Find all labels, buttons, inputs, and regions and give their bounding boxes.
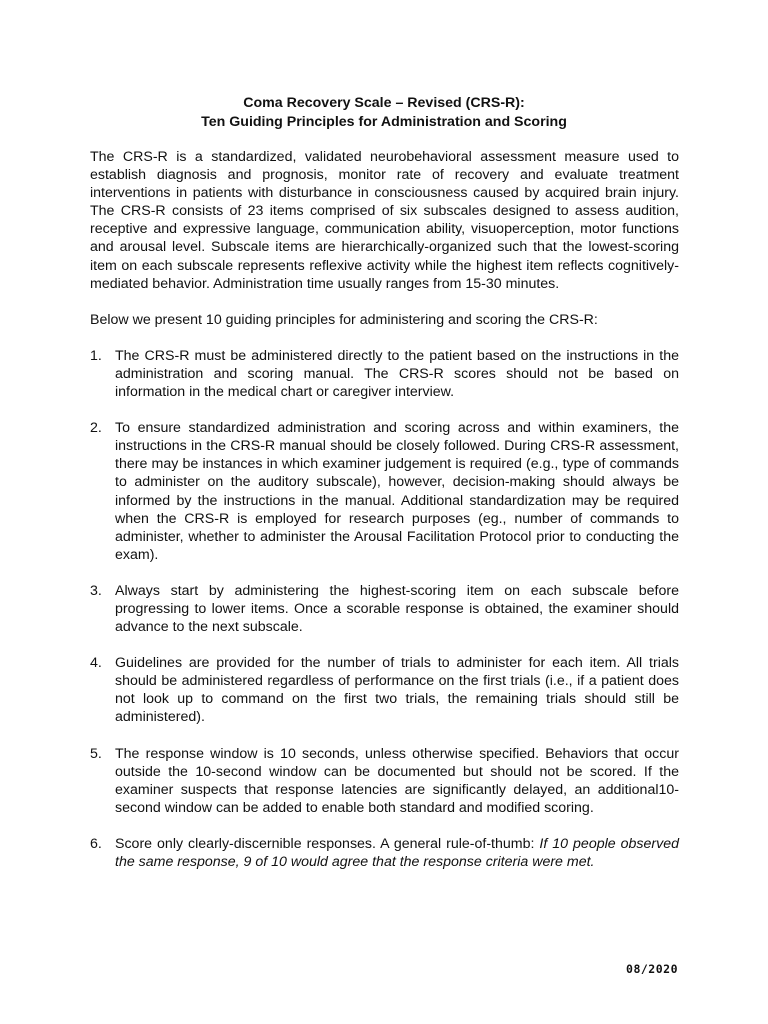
principle-item xyxy=(90,835,679,871)
principle-number: 3. xyxy=(90,582,102,599)
document-title xyxy=(90,94,678,132)
principle-item xyxy=(90,419,679,564)
document-body xyxy=(90,148,679,889)
principle-text: The response window is 10 seconds, unless otherwise specified. Behaviors that occur outside the 10-second window can be documented but should not be scored. If the examiner suspects that response latencies are significantly delayed, an additional10-second window can be added to enable both standard and modified scoring. xyxy=(115,745,679,816)
principle-item xyxy=(90,582,679,636)
lead-paragraph: Below we present 10 guiding principles for administering and scoring the CRS-R: xyxy=(90,311,598,328)
principle-emphasis: If 10 people observed the same response, 9 of 10 would agree that the response criteria were met. xyxy=(115,835,679,870)
principle-item xyxy=(90,745,679,817)
principle-number: 6. xyxy=(90,835,102,852)
principle-text: Guidelines are provided for the number of trials to administer for each item. All trials should be administered regardless of performance on the first trials (i.e., if a patient does not look up to command on the first two trials, the remaining trials should still be administered). xyxy=(115,655,679,726)
intro-paragraph: The CRS-R is a standardized, validated neurobehavioral assessment measure used to establish diagnosis and prognosis, monitor rate of recovery and evaluate treatment interventions in patients with disturbance in consciousness caused by acquired brain injury. The CRS-R consists of 23 items comprised of six subscales designed to assess audition, receptive and expressive language, communication ability, visuoperception, motor functions and arousal level. Subscale items are hierarchically-organized such that the lowest-scoring item on each subscale represents reflexive activity while the highest item reflects cognitively-mediated behavior. Administration time usually ranges from 15-30 minutes. xyxy=(90,149,679,292)
principle-text: Always start by administering the highest-scoring item on each subscale before progressing to lower items. Once a scorable response is obtained, the examiner should advance to the next subscale. xyxy=(115,582,679,636)
principle-number: 2. xyxy=(90,420,102,437)
principle-text: To ensure standardized administration and scoring across and within examiners, the instructions in the CRS-R manual should be closely followed. During CRS-R assessment, there may be instances in which examiner judgement is required (e.g., type of commands to administer on the auditory subscale), however, decision-making should always be informed by the instructions in the manual. Additional standardization may be required when the CRS-R is employed for research purposes (eg., number of commands to administer, whether to administer the Arousal Facilitation Protocol prior to conducting the exam). xyxy=(115,420,679,563)
principle-text: Score only clearly-discernible responses. A general rule-of-thumb: xyxy=(115,835,540,852)
footer-date: 08/2020 xyxy=(626,962,678,976)
principle-number: 4. xyxy=(90,655,102,672)
principle-item xyxy=(90,654,679,726)
principle-number: 1. xyxy=(90,347,102,364)
principle-item xyxy=(90,347,679,401)
title-line-2: Ten Guiding Principles for Administration and Scoring xyxy=(201,114,567,130)
title-line-1: Coma Recovery Scale – Revised (CRS-R): xyxy=(243,95,525,111)
principles-list xyxy=(90,347,679,871)
principle-text: The CRS-R must be administered directly to the patient based on the instructions in the administration and scoring manual. The CRS-R scores should not be based on information in the medical chart or caregiver interview. xyxy=(115,347,679,401)
principle-number: 5. xyxy=(90,745,102,762)
